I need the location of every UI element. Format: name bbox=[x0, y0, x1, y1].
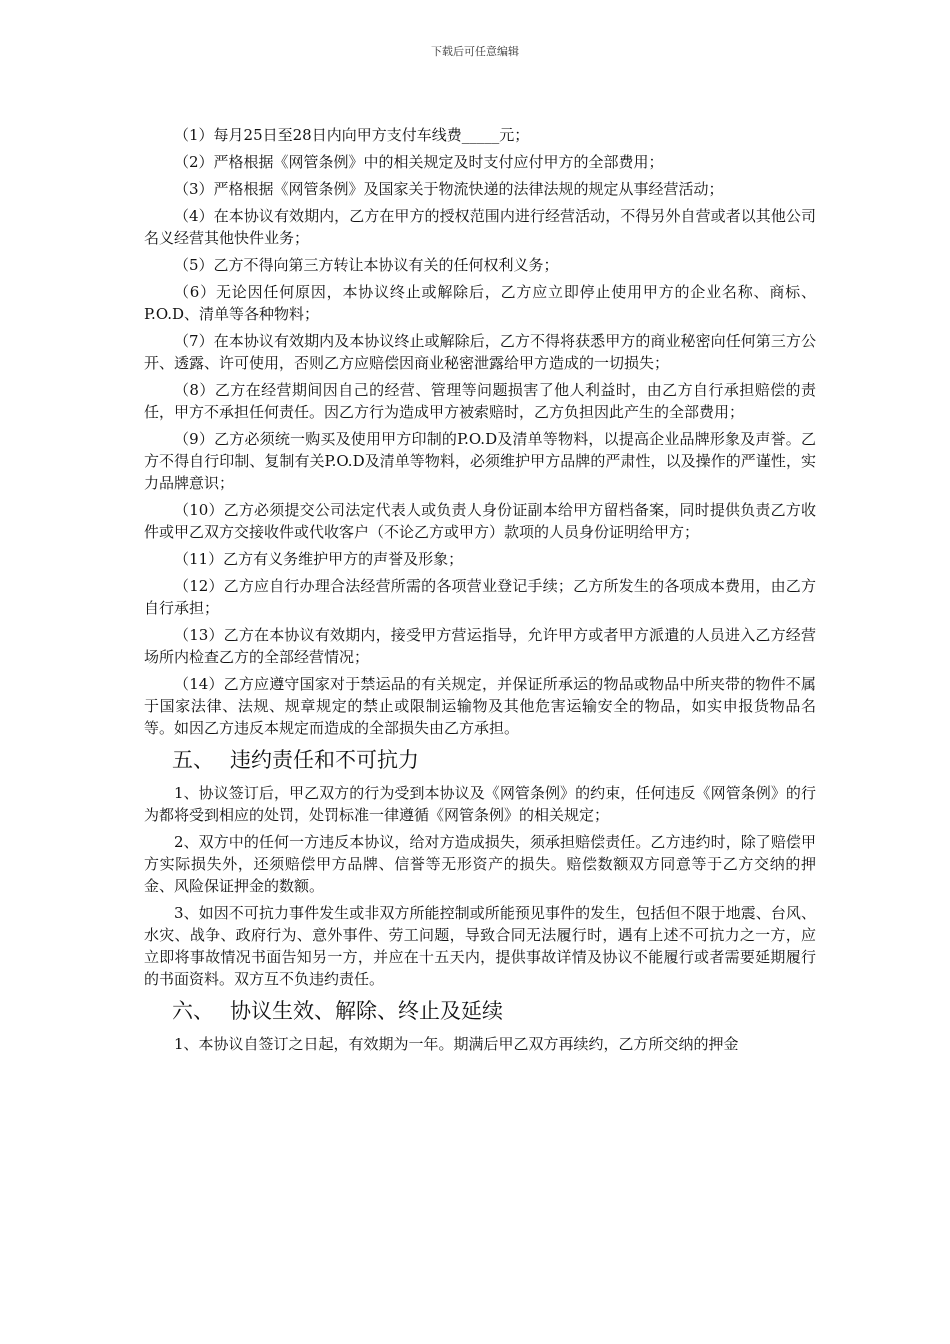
section-heading bbox=[144, 745, 816, 775]
clause-paragraph: 3、如因不可抗力事件发生或非双方所能控制或所能预见事件的发生，包括但不限于地震、台风、水灾、战争、政府行为、意外事件、劳工问题，导致合同无法履行时，遇有上述不可抗力之一方，应立即将事故情况书面告知另一方，并应在十五天内，提供事故详情及协议不能履行或者需要延期履行的书面资料。双方互不负违约责任。 bbox=[144, 904, 816, 988]
section-title: 协议生效、解除、终止及延续 bbox=[230, 999, 503, 1023]
clause-paragraph: （6）无论因任何原因，本协议终止或解除后，乙方应立即停止使用甲方的企业名称、商标、P.O.D、清单等各种物料； bbox=[144, 283, 816, 323]
clause-paragraph: （4）在本协议有效期内，乙方在甲方的授权范围内进行经营活动，不得另外自营或者以其他公司名义经营其他快件业务； bbox=[144, 207, 816, 247]
clause-paragraph: （14）乙方应遵守国家对于禁运品的有关规定，并保证所承运的物品或物品中所夹带的物件不属于国家法律、法规、规章规定的禁止或限制运输物及其他危害运输安全的物品，如实申报货物品名等。如因乙方违反本规定而造成的全部损失由乙方承担。 bbox=[144, 675, 816, 737]
section-number: 五、 bbox=[172, 748, 214, 772]
clause-paragraph: 1、协议签订后，甲乙双方的行为受到本协议及《网管条例》的约束，任何违反《网管条例》的行为都将受到相应的处罚，处罚标准一律遵循《网管条例》的相关规定； bbox=[144, 784, 816, 824]
clause-paragraph: （2）严格根据《网管条例》中的相关规定及时支付应付甲方的全部费用； bbox=[174, 153, 664, 171]
clause-paragraph: （7）在本协议有效期内及本协议终止或解除后，乙方不得将获悉甲方的商业秘密向任何第三方公开、透露、许可使用，否则乙方应赔偿因商业秘密泄露给甲方造成的一切损失； bbox=[144, 332, 816, 372]
clause-paragraph: （11）乙方有义务维护甲方的声誉及形象； bbox=[174, 550, 464, 568]
clause-paragraph: （10）乙方必须提交公司法定代表人或负责人身份证副本给甲方留档备案，同时提供负责乙方收件或甲乙双方交接收件或代收客户（不论乙方或甲方）款项的人员身份证明给甲方； bbox=[144, 501, 816, 541]
clause-paragraph: （1）每月25日至28日内向甲方支付车线费_____元； bbox=[174, 126, 530, 144]
clause-paragraph: （12）乙方应自行办理合法经营所需的各项营业登记手续；乙方所发生的各项成本费用，由乙方自行承担； bbox=[144, 577, 816, 617]
clause-paragraph: （5）乙方不得向第三方转让本协议有关的任何权利义务； bbox=[174, 256, 559, 274]
clause-paragraph: 1、本协议自签订之日起，有效期为一年。期满后甲乙双方再续约，乙方所交纳的押金 bbox=[174, 1035, 739, 1053]
clause-paragraph: （9）乙方必须统一购买及使用甲方印制的P.O.D及清单等物料，以提高企业品牌形象及声誉。乙方不得自行印制、复制有关P.O.D及清单等物料，必须维护甲方品牌的严肃性，以及操作的严谨性，实力品牌意识； bbox=[144, 430, 816, 492]
clause-paragraph: （13）乙方在本协议有效期内，接受甲方营运指导，允许甲方或者甲方派遣的人员进入乙方经营场所内检查乙方的全部经营情况； bbox=[144, 626, 816, 666]
section-heading bbox=[144, 996, 816, 1026]
clause-paragraph: （3）严格根据《网管条例》及国家关于物流快递的法律法规的规定从事经营活动； bbox=[174, 180, 724, 198]
section-title: 违约责任和不可抗力 bbox=[230, 748, 419, 772]
page-header: 下载后可任意编辑 bbox=[431, 45, 519, 58]
document-body bbox=[144, 124, 816, 1060]
clause-paragraph: （8）乙方在经营期间因自己的经营、管理等问题损害了他人利益时，由乙方自行承担赔偿的责任，甲方不承担任何责任。因乙方行为造成甲方被索赔时，乙方负担因此产生的全部费用； bbox=[144, 381, 816, 421]
section-number: 六、 bbox=[172, 999, 214, 1023]
clause-paragraph: 2、双方中的任何一方违反本协议，给对方造成损失，须承担赔偿责任。乙方违约时，除了赔偿甲方实际损失外，还须赔偿甲方品牌、信誉等无形资产的损失。赔偿数额双方同意等于乙方交纳的押金、风险保证押金的数额。 bbox=[144, 833, 816, 895]
